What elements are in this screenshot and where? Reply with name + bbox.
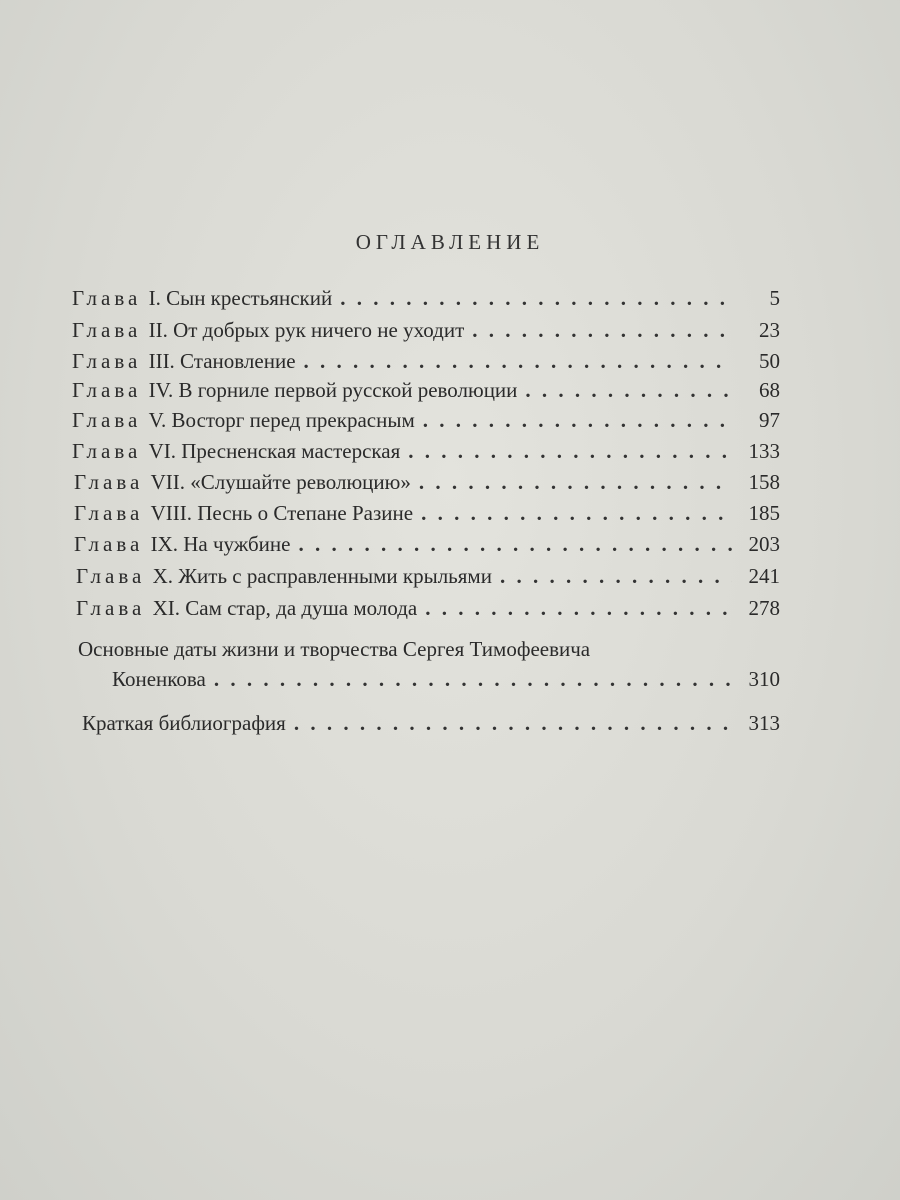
chapter-prefix: Глава [74, 532, 144, 556]
chapter-title: X. Жить с расправленными крыльями [152, 564, 492, 588]
page-number: 97 [759, 408, 780, 432]
chapter-title: VI. Пресненская мастерская [148, 439, 401, 463]
leader-dots [304, 346, 732, 376]
page-number: 241 [748, 564, 780, 588]
toc-entry [74, 467, 780, 497]
toc-entry-appendix-dates [112, 664, 780, 694]
page-number: 50 [759, 349, 780, 373]
page-number: 23 [759, 318, 780, 342]
chapter-prefix: Глава [74, 501, 144, 525]
chapter-title: II. От добрых рук ничего не уходит [148, 318, 465, 342]
page-number: 185 [748, 501, 780, 525]
appendix-dates-line2: Коненкова [112, 667, 206, 691]
leader-dots [214, 664, 732, 694]
chapter-title: I. Сын крестьянский [148, 286, 333, 310]
toc-entry [72, 375, 780, 405]
leader-dots [525, 375, 732, 405]
page-number: 310 [748, 667, 780, 691]
chapter-prefix: Глава [72, 286, 142, 310]
page-number: 278 [748, 596, 780, 620]
leader-dots [472, 315, 732, 345]
toc-entry [74, 529, 780, 559]
chapter-prefix: Глава [72, 439, 142, 463]
page-number: 203 [748, 532, 780, 556]
toc-entry [72, 436, 780, 466]
chapter-prefix: Глава [74, 470, 144, 494]
leader-dots [423, 405, 732, 435]
chapter-title: IX. На чужбине [150, 532, 291, 556]
leader-dots [340, 283, 732, 313]
appendix-dates-line1: Основные даты жизни и творчества Сергея Тимофеевича [78, 637, 591, 661]
page-number: 133 [748, 439, 780, 463]
chapter-title: IV. В горниле первой русской революции [148, 378, 518, 402]
toc-entry [74, 498, 780, 528]
chapter-title: V. Восторг перед прекрасным [148, 408, 415, 432]
page-number: 5 [769, 286, 780, 310]
page-number: 158 [748, 470, 780, 494]
leader-dots [419, 467, 732, 497]
toc-entry [72, 315, 780, 345]
leader-dots [298, 529, 732, 559]
chapter-prefix: Глава [72, 378, 142, 402]
leader-dots [425, 593, 732, 623]
leader-dots [421, 498, 732, 528]
leader-dots [408, 436, 732, 466]
bibliography-label: Краткая библиография [82, 711, 286, 735]
toc-entry [72, 346, 780, 376]
chapter-title: III. Становление [148, 349, 296, 373]
chapter-prefix: Глава [72, 408, 142, 432]
leader-dots [294, 708, 732, 738]
chapter-prefix: Глава [76, 564, 146, 588]
toc-heading: ОГЛАВЛЕНИЕ [355, 230, 545, 254]
chapter-title: VII. «Слушайте революцию» [150, 470, 411, 494]
toc-entry-bibliography [82, 708, 780, 738]
chapter-prefix: Глава [76, 596, 146, 620]
leader-dots [500, 561, 732, 591]
chapter-prefix: Глава [72, 318, 142, 342]
toc-entry [76, 561, 780, 591]
page-number: 68 [759, 378, 780, 402]
toc-entry [76, 593, 780, 623]
toc-entry [72, 405, 780, 435]
toc-entry [72, 283, 780, 313]
chapter-title: XI. Сам стар, да душа молода [152, 596, 418, 620]
chapter-prefix: Глава [72, 349, 142, 373]
page-number: 313 [748, 711, 780, 735]
chapter-title: VIII. Песнь о Степане Разине [150, 501, 414, 525]
